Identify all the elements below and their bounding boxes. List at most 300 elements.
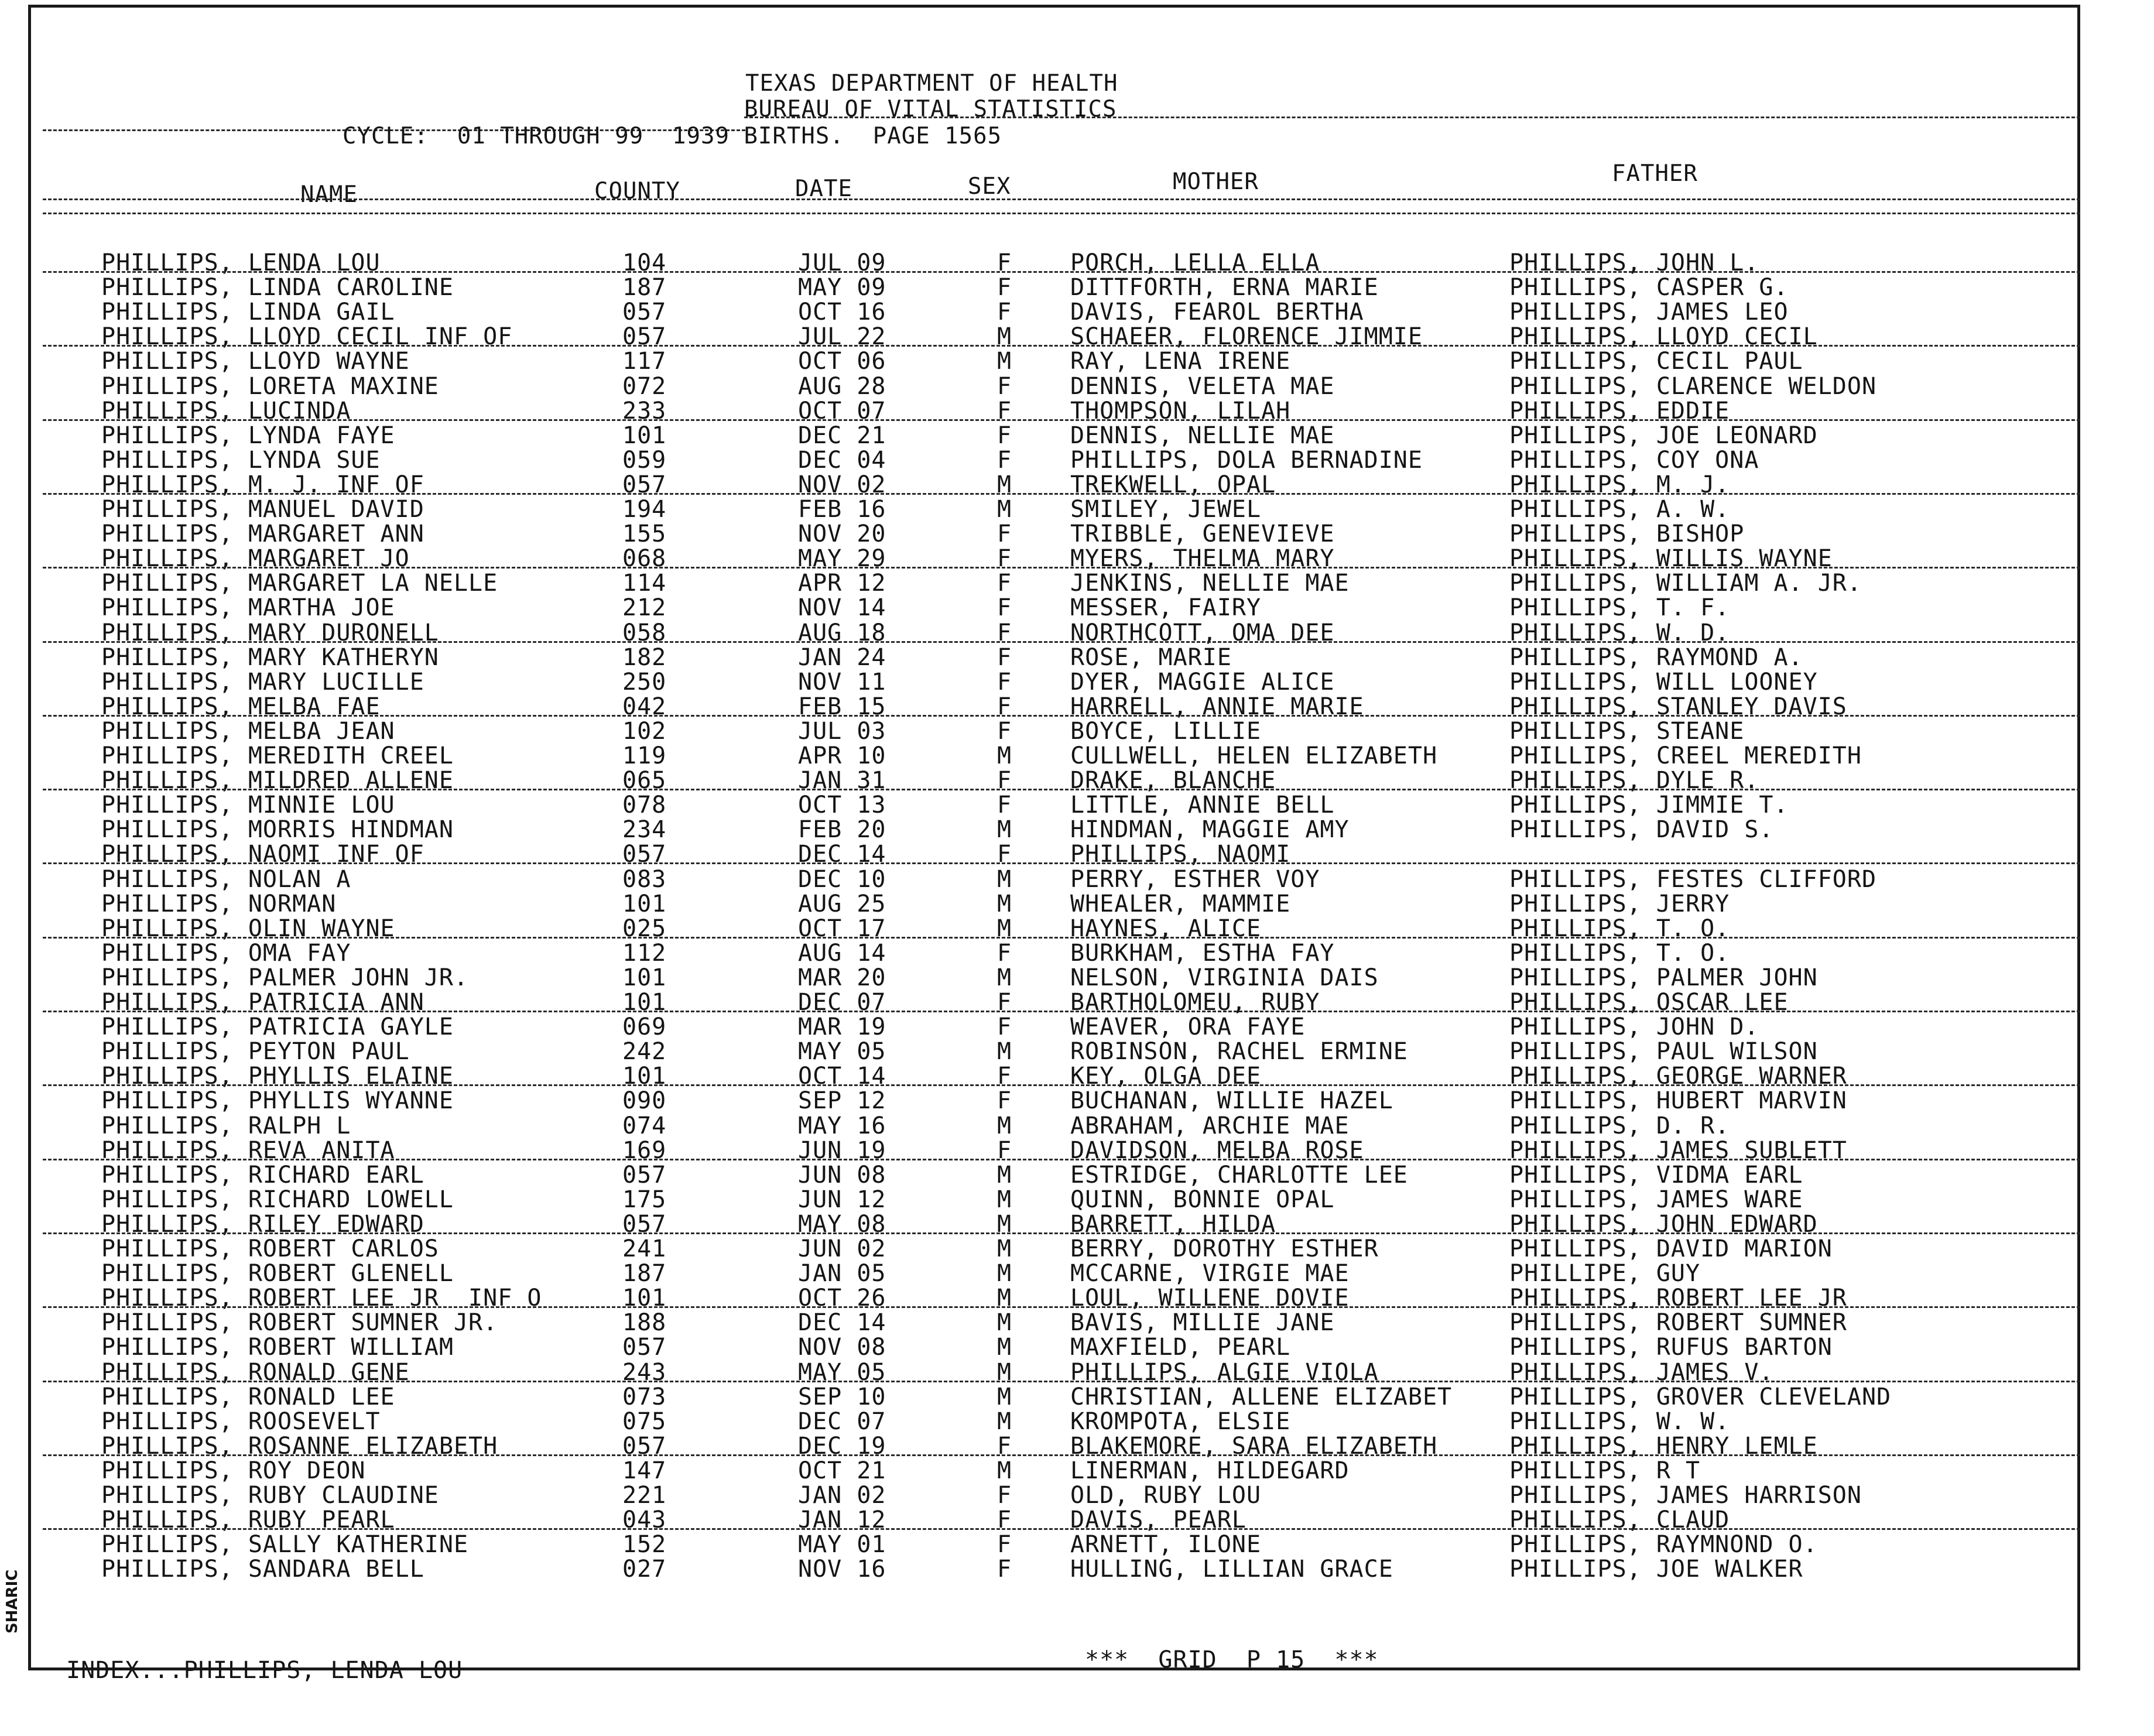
record-sex: F — [997, 841, 1012, 868]
record-county: 152 — [622, 1531, 667, 1559]
record-row — [31, 867, 2083, 892]
record-row — [31, 1532, 2083, 1557]
record-mother: ARNETT, ILONE — [1070, 1531, 1262, 1559]
record-row — [31, 570, 2083, 596]
record-mother: LITTLE, ANNIE BELL — [1070, 792, 1335, 819]
record-sex: M — [997, 964, 1012, 991]
record-father: PHILLIPS, FESTES CLIFFORD — [1509, 865, 1877, 893]
row-separator — [43, 1306, 2080, 1308]
row-separator — [43, 1381, 2080, 1382]
record-sex: M — [997, 1260, 1012, 1288]
record-name: PHILLIPS, RONALD LEE — [101, 1383, 395, 1410]
record-date: MAY 09 — [798, 274, 886, 302]
record-father: PHILLIPS, JOHN EDWARD — [1509, 1210, 1818, 1238]
row-separator — [43, 862, 2080, 864]
record-name: PHILLIPS, REVA ANITA — [101, 1136, 395, 1164]
row-separator — [43, 641, 2080, 643]
record-sex: M — [997, 1457, 1012, 1484]
record-name: PHILLIPS, LUCINDA — [101, 397, 351, 424]
record-mother: SCHAEER, FLORENCE JIMMIE — [1070, 323, 1423, 351]
record-name: PHILLIPS, LLOYD WAYNE — [101, 348, 410, 375]
record-name: PHILLIPS, PALMER JOHN JR. — [101, 964, 469, 991]
record-father: PHILLIPS, JAMES WARE — [1509, 1186, 1803, 1213]
record-father: PHILLIPS, JOHN D. — [1509, 1013, 1759, 1041]
record-mother: ESTRIDGE, CHARLOTTE LEE — [1070, 1161, 1408, 1189]
column-header-rule — [43, 213, 2080, 214]
record-name: PHILLIPS, MARY LUCILLE — [101, 668, 424, 696]
column-header-date: DATE — [795, 176, 852, 202]
record-sex: M — [997, 1186, 1012, 1213]
record-father: PHILLIPS, CASPER G. — [1509, 274, 1789, 302]
record-row — [31, 1384, 2083, 1410]
record-father: PHILLIPS, T. O. — [1509, 915, 1730, 942]
record-date: MAY 16 — [798, 1112, 886, 1139]
record-father: PHILLIPS, STEANE — [1509, 717, 1745, 745]
record-sex: F — [997, 372, 1012, 400]
record-name: PHILLIPS, LYNDA FAYE — [101, 422, 395, 449]
record-name: PHILLIPS, MELBA FAE — [101, 693, 381, 720]
record-father: PHILLIPE, GUY — [1509, 1260, 1701, 1288]
record-name: PHILLIPS, RILEY EDWARD — [101, 1210, 424, 1238]
record-date: JAN 24 — [798, 643, 886, 671]
record-sex: M — [997, 348, 1012, 375]
record-father: PHILLIPS, DAVID S. — [1509, 816, 1774, 844]
record-mother: CHRISTIAN, ALLENE ELIZABET — [1070, 1383, 1453, 1410]
record-date: AUG 25 — [798, 890, 886, 917]
record-name: PHILLIPS, RICHARD LOWELL — [101, 1186, 454, 1213]
record-row — [31, 521, 2083, 547]
record-date: JUN 12 — [798, 1186, 886, 1213]
record-sex: M — [997, 471, 1012, 498]
record-mother: DAVIDSON, MELBA ROSE — [1070, 1136, 1364, 1164]
row-separator — [43, 1528, 2080, 1530]
record-name: PHILLIPS, SALLY KATHERINE — [101, 1531, 469, 1559]
record-date: JUL 22 — [798, 323, 886, 351]
record-mother: BAVIS, MILLIE JANE — [1070, 1309, 1335, 1337]
record-father: PHILLIPS, D. R. — [1509, 1112, 1730, 1139]
record-date: MAY 05 — [798, 1038, 886, 1066]
record-father: PHILLIPS, RUFUS BARTON — [1509, 1334, 1833, 1361]
column-header-name: NAME — [300, 182, 358, 208]
record-date: JUN 19 — [798, 1136, 886, 1164]
record-row — [31, 792, 2083, 818]
record-mother: DAVIS, FEAROL BERTHA — [1070, 299, 1364, 326]
record-name: PHILLIPS, ROBERT WILLIAM — [101, 1334, 454, 1361]
record-mother: RAY, LENA IRENE — [1070, 348, 1291, 375]
record-county: 069 — [622, 1013, 667, 1041]
record-name: PHILLIPS, SANDARA BELL — [101, 1556, 424, 1583]
record-father: PHILLIPS, WILLIS WAYNE — [1509, 545, 1833, 573]
record-name: PHILLIPS, MILDRED ALLENE — [101, 767, 454, 795]
record-name: PHILLIPS, ROOSEVELT — [101, 1408, 381, 1435]
record-mother: MESSER, FAIRY — [1070, 594, 1262, 622]
record-sex: F — [997, 249, 1012, 276]
record-father: PHILLIPS, JERRY — [1509, 890, 1730, 917]
record-name: PHILLIPS, RONALD GENE — [101, 1358, 410, 1386]
record-date: FEB 16 — [798, 496, 886, 523]
record-father: PHILLIPS, BISHOP — [1509, 521, 1745, 548]
record-name: PHILLIPS, MARTHA JOE — [101, 594, 395, 622]
record-date: DEC 21 — [798, 422, 886, 449]
record-county: 187 — [622, 274, 667, 302]
row-separator — [43, 1011, 2080, 1012]
record-mother: CULLWELL, HELEN ELIZABETH — [1070, 742, 1438, 769]
record-county: 059 — [622, 446, 667, 474]
record-father: PHILLIPS, OSCAR LEE — [1509, 989, 1789, 1016]
record-mother: HARRELL, ANNIE MARIE — [1070, 693, 1364, 720]
record-county: 233 — [622, 397, 667, 424]
record-sex: M — [997, 915, 1012, 942]
record-name: PHILLIPS, RALPH L — [101, 1112, 351, 1139]
record-date: OCT 21 — [798, 1457, 886, 1484]
record-name: PHILLIPS, LYNDA SUE — [101, 446, 381, 474]
record-date: SEP 12 — [798, 1087, 886, 1115]
record-sex: M — [997, 1038, 1012, 1066]
record-sex: F — [997, 619, 1012, 646]
record-county: 101 — [622, 890, 667, 917]
record-father: PHILLIPS, CLARENCE WELDON — [1509, 372, 1877, 400]
record-sex: M — [997, 890, 1012, 917]
record-sex: M — [997, 496, 1012, 523]
record-mother: WHEALER, MAMMIE — [1070, 890, 1291, 917]
record-name: PHILLIPS, LORETA MAXINE — [101, 372, 439, 400]
record-sex: F — [997, 1482, 1012, 1509]
record-father: PHILLIPS, JAMES V. — [1509, 1358, 1774, 1386]
record-sex: F — [997, 422, 1012, 449]
record-sex: M — [997, 1235, 1012, 1262]
record-county: 101 — [622, 1063, 667, 1090]
record-date: JAN 12 — [798, 1506, 886, 1534]
record-mother: BURKHAM, ESTHA FAY — [1070, 939, 1335, 967]
record-father: PHILLIPS, JOE LEONARD — [1509, 422, 1818, 449]
record-name: PHILLIPS, PHYLLIS WYANNE — [101, 1087, 454, 1115]
row-separator — [43, 271, 2080, 273]
record-county: 188 — [622, 1309, 667, 1337]
record-date: MAR 20 — [798, 964, 886, 991]
record-mother: QUINN, BONNIE OPAL — [1070, 1186, 1335, 1213]
record-mother: DENNIS, NELLIE MAE — [1070, 422, 1335, 449]
record-mother: ROSE, MARIE — [1070, 643, 1232, 671]
record-date: JUN 08 — [798, 1161, 886, 1189]
record-row — [31, 1409, 2083, 1434]
record-father: PHILLIPS, GROVER CLEVELAND — [1509, 1383, 1892, 1410]
record-father: PHILLIPS, JOE WALKER — [1509, 1556, 1803, 1583]
record-mother: NELSON, VIRGINIA DAIS — [1070, 964, 1379, 991]
record-father: PHILLIPS, RAYMOND A. — [1509, 643, 1803, 671]
record-county: 221 — [622, 1482, 667, 1509]
record-row — [31, 1236, 2083, 1262]
record-county: 057 — [622, 323, 667, 351]
record-mother: BERRY, DOROTHY ESTHER — [1070, 1235, 1379, 1262]
record-row — [31, 275, 2083, 300]
record-sex: F — [997, 767, 1012, 795]
record-mother: WEAVER, ORA FAYE — [1070, 1013, 1306, 1041]
record-father: PHILLIPS, JAMES SUBLETT — [1509, 1136, 1847, 1164]
record-mother: MAXFIELD, PEARL — [1070, 1334, 1291, 1361]
record-row — [31, 718, 2083, 744]
record-county: 212 — [622, 594, 667, 622]
record-sex: F — [997, 570, 1012, 597]
record-name: PHILLIPS, LENDA LOU — [101, 249, 381, 276]
record-mother: ROBINSON, RACHEL ERMINE — [1070, 1038, 1408, 1066]
record-row — [31, 348, 2083, 374]
record-sex: M — [997, 1383, 1012, 1410]
record-sex: F — [997, 989, 1012, 1016]
record-mother: TRIBBLE, GENEVIEVE — [1070, 521, 1335, 548]
record-mother: KEY, OLGA DEE — [1070, 1063, 1262, 1090]
row-separator — [43, 1232, 2080, 1234]
record-row — [31, 1014, 2083, 1040]
record-sex: F — [997, 299, 1012, 326]
row-separator — [43, 789, 2080, 790]
record-mother: HULLING, LILLIAN GRACE — [1070, 1556, 1393, 1583]
record-father: PHILLIPS, W. D. — [1509, 619, 1730, 646]
record-county: 169 — [622, 1136, 667, 1164]
record-sex: M — [997, 1285, 1012, 1312]
record-name: PHILLIPS, OLIN WAYNE — [101, 915, 395, 942]
record-father: PHILLIPS, T. O. — [1509, 939, 1730, 967]
record-county: 101 — [622, 989, 667, 1016]
record-county: 068 — [622, 545, 667, 573]
record-mother: MYERS, THELMA MARY — [1070, 545, 1335, 573]
record-mother: SMILEY, JEWEL — [1070, 496, 1262, 523]
record-county: 074 — [622, 1112, 667, 1139]
record-row — [31, 940, 2083, 966]
record-father: PHILLIPS, VIDMA EARL — [1509, 1161, 1803, 1189]
record-county: 101 — [622, 1285, 667, 1312]
record-date: NOV 02 — [798, 471, 886, 498]
record-sex: M — [997, 1408, 1012, 1435]
record-sex: F — [997, 939, 1012, 967]
record-father: PHILLIPS, CECIL PAUL — [1509, 348, 1803, 375]
record-date: DEC 14 — [798, 841, 886, 868]
record-mother: PHILLIPS, NAOMI — [1070, 841, 1291, 868]
record-mother: BLAKEMORE, SARA ELIZABETH — [1070, 1432, 1438, 1460]
record-date: DEC 07 — [798, 989, 886, 1016]
record-county: 147 — [622, 1457, 667, 1484]
record-date: APR 12 — [798, 570, 886, 597]
record-sex: M — [997, 1112, 1012, 1139]
record-sex: M — [997, 1309, 1012, 1337]
record-county: 073 — [622, 1383, 667, 1410]
record-mother: OLD, RUBY LOU — [1070, 1482, 1262, 1509]
record-date: NOV 14 — [798, 594, 886, 622]
record-county: 057 — [622, 1334, 667, 1361]
record-name: PHILLIPS, MORRIS HINDMAN — [101, 816, 454, 844]
row-separator — [43, 1454, 2080, 1456]
record-name: PHILLIPS, PEYTON PAUL — [101, 1038, 410, 1066]
record-county: 072 — [622, 372, 667, 400]
record-mother: DENNIS, VELETA MAE — [1070, 372, 1335, 400]
record-father: PHILLIPS, W. W. — [1509, 1408, 1730, 1435]
record-mother: BARTHOLOMEU, RUBY — [1070, 989, 1320, 1016]
record-mother: PORCH, LELLA ELLA — [1070, 249, 1320, 276]
record-name: PHILLIPS, NORMAN — [101, 890, 337, 917]
record-date: DEC 07 — [798, 1408, 886, 1435]
record-mother: DRAKE, BLANCHE — [1070, 767, 1276, 795]
record-county: 242 — [622, 1038, 667, 1066]
record-row — [31, 1261, 2083, 1286]
record-date: FEB 15 — [798, 693, 886, 720]
row-separator — [43, 493, 2080, 495]
record-mother: KROMPOTA, ELSIE — [1070, 1408, 1291, 1435]
record-sex: M — [997, 1358, 1012, 1386]
record-row — [31, 1162, 2083, 1188]
row-separator — [43, 419, 2080, 421]
record-county: 243 — [622, 1358, 667, 1386]
record-sex: F — [997, 446, 1012, 474]
record-sex: F — [997, 397, 1012, 424]
record-date: JUL 09 — [798, 249, 886, 276]
record-date: JAN 02 — [798, 1482, 886, 1509]
record-mother: PHILLIPS, ALGIE VIOLA — [1070, 1358, 1379, 1386]
record-name: PHILLIPS, LINDA GAIL — [101, 299, 395, 326]
record-sex: F — [997, 1136, 1012, 1164]
record-mother: TREKWELL, OPAL — [1070, 471, 1276, 498]
record-sex: M — [997, 1161, 1012, 1189]
record-date: DEC 19 — [798, 1432, 886, 1460]
row-separator — [43, 937, 2080, 939]
record-date: MAY 05 — [798, 1358, 886, 1386]
record-date: OCT 26 — [798, 1285, 886, 1312]
record-sex: F — [997, 521, 1012, 548]
record-sex: F — [997, 668, 1012, 696]
record-sex: F — [997, 693, 1012, 720]
record-county: 042 — [622, 693, 667, 720]
record-date: JUN 02 — [798, 1235, 886, 1262]
record-mother: NORTHCOTT, OMA DEE — [1070, 619, 1335, 646]
record-mother: JENKINS, NELLIE MAE — [1070, 570, 1350, 597]
record-father: PHILLIPS, ROBERT LEE JR — [1509, 1285, 1847, 1312]
record-mother: ABRAHAM, ARCHIE MAE — [1070, 1112, 1350, 1139]
record-row — [31, 743, 2083, 769]
record-sex: F — [997, 792, 1012, 819]
record-mother: LINERMAN, HILDEGARD — [1070, 1457, 1350, 1484]
record-name: PHILLIPS, ROBERT SUMNER JR. — [101, 1309, 498, 1337]
record-name: PHILLIPS, PATRICIA ANN — [101, 989, 424, 1016]
record-sex: M — [997, 1210, 1012, 1238]
record-father: PHILLIPS, HUBERT MARVIN — [1509, 1087, 1847, 1115]
record-sex: F — [997, 1063, 1012, 1090]
record-date: NOV 11 — [798, 668, 886, 696]
record-sex: F — [997, 594, 1012, 622]
footer-index: INDEX...PHILLIPS, LENDA LOU — [66, 1657, 463, 1684]
record-father: PHILLIPS, CLAUD — [1509, 1506, 1730, 1534]
record-date: DEC 04 — [798, 446, 886, 474]
record-row — [31, 645, 2083, 670]
record-name: PHILLIPS, MEREDITH CREEL — [101, 742, 454, 769]
record-father: PHILLIPS, PALMER JOHN — [1509, 964, 1818, 991]
record-date: FEB 20 — [798, 816, 886, 844]
record-father: PHILLIPS, PAUL WILSON — [1509, 1038, 1818, 1066]
record-sex: F — [997, 1087, 1012, 1115]
record-county: 027 — [622, 1556, 667, 1583]
column-header-sex: SEX — [968, 173, 1011, 200]
column-header-mother: MOTHER — [1173, 169, 1259, 195]
record-row — [31, 497, 2083, 522]
record-mother: PERRY, ESTHER VOY — [1070, 865, 1320, 893]
record-county: 075 — [622, 1408, 667, 1435]
record-father: PHILLIPS, JOHN L. — [1509, 249, 1759, 276]
record-row — [31, 1458, 2083, 1484]
record-sex: F — [997, 1531, 1012, 1559]
record-name: PHILLIPS, RICHARD EARL — [101, 1161, 424, 1189]
record-sex: F — [997, 274, 1012, 302]
record-county: 025 — [622, 915, 667, 942]
record-county: 104 — [622, 249, 667, 276]
record-row — [31, 1187, 2083, 1213]
record-county: 250 — [622, 668, 667, 696]
record-mother: HAYNES, ALICE — [1070, 915, 1262, 942]
record-date: JAN 31 — [798, 767, 886, 795]
record-father: PHILLIPS, JAMES HARRISON — [1509, 1482, 1862, 1509]
record-row — [31, 669, 2083, 695]
record-county: 119 — [622, 742, 667, 769]
row-separator — [43, 1159, 2080, 1160]
record-row — [31, 1088, 2083, 1114]
record-name: PHILLIPS, MELBA JEAN — [101, 717, 395, 745]
column-header-county: COUNTY — [594, 178, 680, 204]
record-father: PHILLIPS, JAMES LEO — [1509, 299, 1789, 326]
record-county: 182 — [622, 643, 667, 671]
column-header-father: FATHER — [1612, 160, 1698, 187]
record-date: MAY 08 — [798, 1210, 886, 1238]
record-row — [31, 447, 2083, 473]
record-row — [31, 965, 2083, 991]
record-name: PHILLIPS, MARGARET LA NELLE — [101, 570, 498, 597]
row-separator — [43, 1084, 2080, 1086]
record-date: NOV 20 — [798, 521, 886, 548]
record-father: PHILLIPS, WILL LOONEY — [1509, 668, 1818, 696]
record-county: 175 — [622, 1186, 667, 1213]
record-county: 101 — [622, 964, 667, 991]
record-name: PHILLIPS, NOLAN A — [101, 865, 351, 893]
record-row — [31, 374, 2083, 399]
record-date: OCT 16 — [798, 299, 886, 326]
record-father: PHILLIPS, T. F. — [1509, 594, 1730, 622]
record-mother: LOUL, WILLENE DOVIE — [1070, 1285, 1350, 1312]
record-date: DEC 10 — [798, 865, 886, 893]
record-sex: M — [997, 816, 1012, 844]
record-sex: M — [997, 323, 1012, 351]
footer-grid: *** GRID P 15 *** — [1085, 1646, 1379, 1673]
record-date: SEP 10 — [798, 1383, 886, 1410]
record-name: PHILLIPS, MANUEL DAVID — [101, 496, 424, 523]
cycle-line: CYCLE: 01 THROUGH 99 1939 BIRTHS. PAGE 1565 — [343, 123, 1002, 149]
document-page — [28, 5, 2080, 1684]
record-mother: PHILLIPS, DOLA BERNADINE — [1070, 446, 1423, 474]
record-father: PHILLIPS, ROBERT SUMNER — [1509, 1309, 1847, 1337]
record-date: AUG 18 — [798, 619, 886, 646]
record-row — [31, 1556, 2083, 1582]
record-date: JUL 03 — [798, 717, 886, 745]
record-name: PHILLIPS, MINNIE LOU — [101, 792, 395, 819]
record-name: PHILLIPS, NAOMI INF OF — [101, 841, 424, 868]
record-sex: F — [997, 1013, 1012, 1041]
record-father: PHILLIPS, LLOYD CECIL — [1509, 323, 1818, 351]
record-row — [31, 595, 2083, 621]
record-county: 187 — [622, 1260, 667, 1288]
record-name: PHILLIPS, LINDA CAROLINE — [101, 274, 454, 302]
record-father: PHILLIPS, STANLEY DAVIS — [1509, 693, 1847, 720]
record-county: 057 — [622, 1210, 667, 1238]
record-mother: BOYCE, LILLIE — [1070, 717, 1262, 745]
record-father: PHILLIPS, EDDIE — [1509, 397, 1730, 424]
record-county: 101 — [622, 422, 667, 449]
record-county: 117 — [622, 348, 667, 375]
record-row — [31, 423, 2083, 448]
record-name: PHILLIPS, RUBY CLAUDINE — [101, 1482, 439, 1509]
